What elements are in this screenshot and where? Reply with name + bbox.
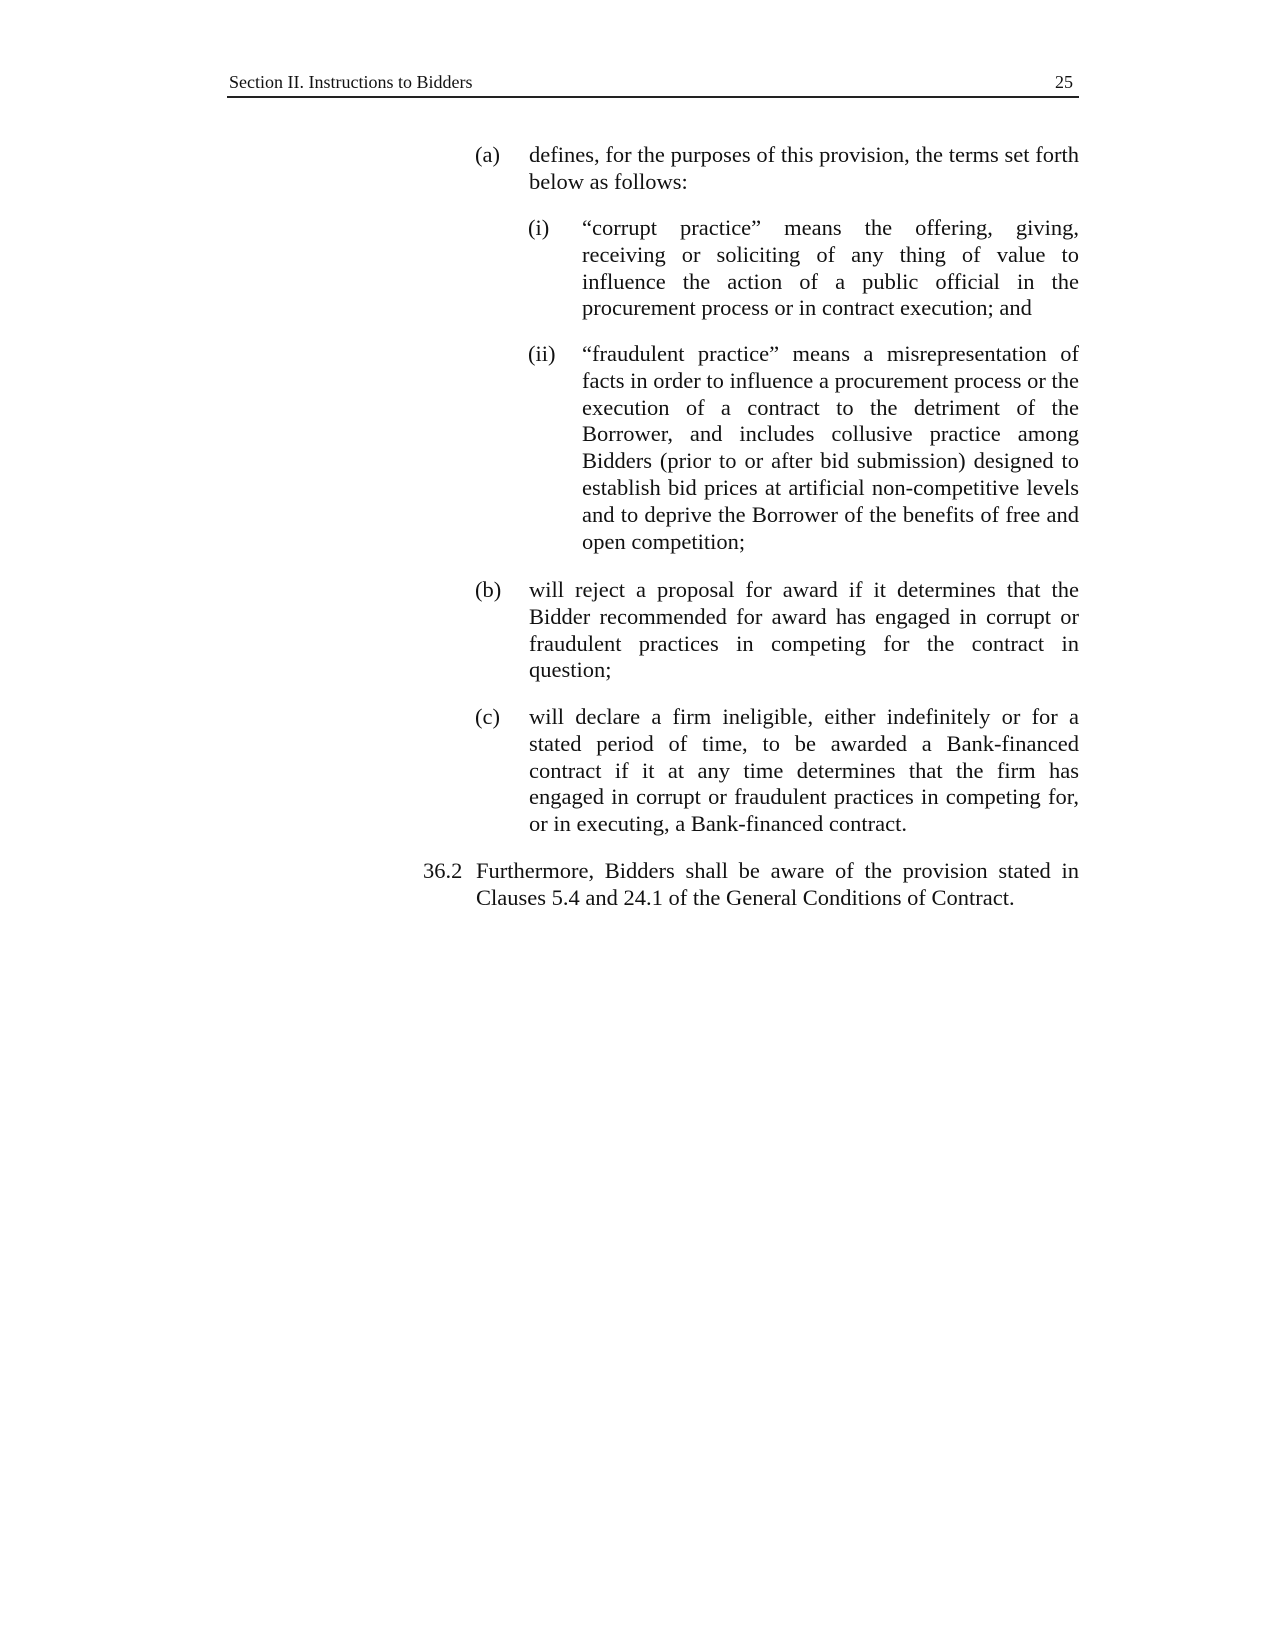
clause-i-label: (i) [528, 215, 550, 240]
clause-a-text: defines, for the purposes of this provision, the terms set forth below as follows: [529, 142, 1079, 194]
clause-b-text: will reject a proposal for award if it determines that the Bidder recommended for award has engaged in corrupt or fraudulent practices in competing for the contract in question; [529, 577, 1079, 683]
section-title: Section II. Instructions to Bidders [229, 72, 473, 92]
page-header [227, 70, 1079, 98]
clause-c [475, 704, 1079, 838]
page-number: 25 [1055, 72, 1073, 92]
clause-b-label: (b) [475, 577, 502, 602]
clause-c-text: will declare a firm ineligible, either indefinitely or for a stated period of time, to be awarded a Bank-financed contract if it at any time determines that the firm has engaged in corrupt or fraudulent practices in competing for, or in executing, a Bank-financed contract. [529, 704, 1079, 837]
clause-a [475, 142, 1079, 196]
clause-36-2-label: 36.2 [423, 858, 463, 883]
clause-ii-text: “fraudulent practice” means a misrepresentation of facts in order to influence a procurement process or the execution of a contract to the detriment of the Borrower, and includes collusive practice among Bidders (prior to or after bid submission) designed to establish bid prices at artificial non-competitive levels and to deprive the Borrower of the benefits of free and open competition; [582, 341, 1079, 554]
clause-i-text: “corrupt practice” means the offering, giving, receiving or soliciting of any thing of value to influence the action of a public official in the procurement process or in contract execution; and [582, 215, 1079, 321]
clause-36-2 [423, 858, 1079, 912]
clause-c-label: (c) [475, 704, 500, 729]
clause-36-2-text: Furthermore, Bidders shall be aware of the provision stated in Clauses 5.4 and 24.1 of the General Conditions of Contract. [476, 858, 1079, 910]
clause-ii [528, 341, 1079, 555]
clause-a-label: (a) [475, 142, 500, 167]
clause-b [475, 577, 1079, 684]
clause-i [528, 215, 1079, 322]
clause-ii-label: (ii) [528, 341, 556, 366]
